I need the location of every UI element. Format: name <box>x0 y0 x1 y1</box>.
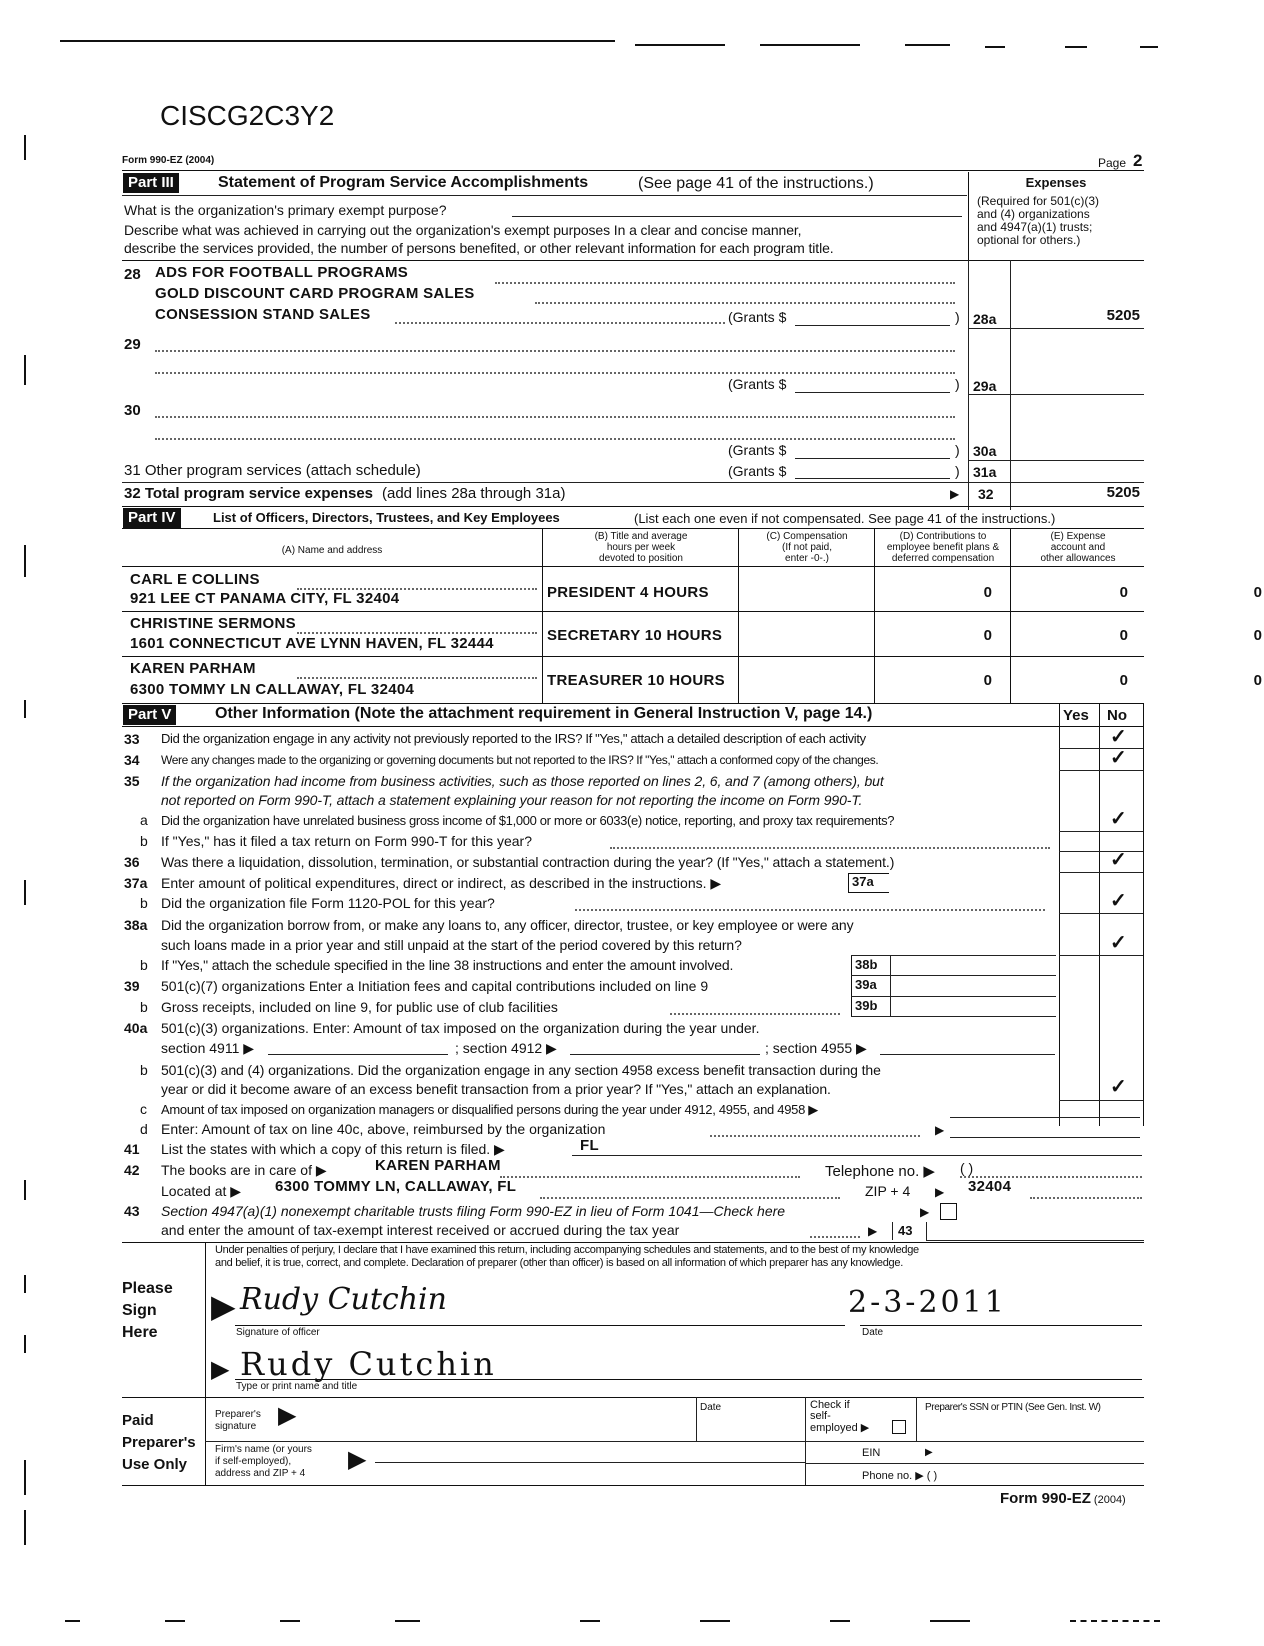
telephone-value[interactable]: ( ) <box>960 1160 974 1176</box>
line-code: 38b <box>855 957 878 972</box>
grants-input-line[interactable] <box>795 478 950 479</box>
col-c-header: (C) Compensation <box>766 531 848 542</box>
officer-expense[interactable]: 0 <box>1253 584 1262 601</box>
firm-name-input[interactable] <box>375 1462 805 1463</box>
self-employed-checkbox[interactable] <box>892 1420 906 1434</box>
officer-address: 1601 CONNECTICUT AVE LYNN HAVEN, FL 32444 <box>130 635 494 652</box>
sub-letter: b <box>140 1062 148 1078</box>
dotted-leader <box>540 1197 840 1199</box>
name-title-line <box>235 1379 1142 1380</box>
no-column-right <box>1143 703 1144 1126</box>
dotted-leader[interactable] <box>155 350 955 352</box>
code-column-right <box>1010 260 1011 510</box>
dotted-leader <box>297 677 537 679</box>
officer-expense[interactable]: 0 <box>1253 672 1262 689</box>
expenses-divider <box>968 172 969 262</box>
sign-section-divider <box>205 1242 206 1412</box>
firm-name-label: address and ZIP + 4 <box>215 1468 306 1479</box>
dotted-leader[interactable] <box>155 372 955 374</box>
dotted-leader <box>810 1236 860 1238</box>
rule <box>968 460 1144 461</box>
purpose-answer-line[interactable] <box>512 216 962 217</box>
scan-edge-line <box>24 135 26 160</box>
question-33: Did the organization engage in any activity not previously reported to the IRS? If "Yes," attach a detailed description of each activity <box>161 731 866 746</box>
dotted-leader <box>610 847 1050 849</box>
col-b-header: hours per week <box>606 542 676 553</box>
rule <box>205 1441 1144 1442</box>
rule <box>122 482 1144 483</box>
col-b-header: devoted to position <box>599 553 683 564</box>
officer-signature[interactable]: Rudy Cutchin <box>240 1282 447 1317</box>
printed-name[interactable]: Rudy Cutchin <box>240 1345 497 1383</box>
question-40b: year or did it become aware of an excess benefit transaction from a prior year? If "Yes," attach an explanation. <box>161 1081 831 1097</box>
penalty-statement: Under penalties of perjury, I declare that I have examined this return, including accompanying schedules and statements, and to the best of my knowledge <box>215 1244 919 1256</box>
col-e-header: other allowances <box>1040 553 1116 564</box>
rule <box>122 506 1144 507</box>
line-number: 28 <box>124 266 141 283</box>
arrow-icon: ▶ <box>211 1356 230 1383</box>
question-35: If the organization had income from business activities, such as those reported on lines 2, 6, and 7 (among others), but <box>161 773 884 789</box>
sub-letter: b <box>140 999 148 1015</box>
col-d-header: deferred compensation <box>891 553 995 564</box>
line-number: 33 <box>124 731 140 747</box>
firm-name-label: if self-employed), <box>215 1456 292 1467</box>
line-number: 38a <box>124 917 148 933</box>
officer-name: CARL E COLLINS <box>130 571 260 588</box>
code-column-left <box>968 260 969 510</box>
question-40a: 501(c)(3) organizations. Enter: Amount of tax imposed on the organization during the year under. <box>161 1020 760 1036</box>
question-40d: Enter: Amount of tax on line 40c, above, reimbursed by the organization <box>161 1121 606 1137</box>
answer-35a-no[interactable]: ✓ <box>1110 808 1127 830</box>
amount-40d-input[interactable] <box>950 1137 1140 1138</box>
officer-title: SECRETARY 10 HOURS <box>547 627 723 644</box>
col-e-header: account and <box>1050 542 1106 553</box>
grants-label: (Grants $ <box>728 309 787 325</box>
grants-label: (Grants $ <box>728 463 787 479</box>
scan-edge-line <box>1070 1620 1160 1622</box>
arrow-icon: ▶ <box>278 1402 297 1429</box>
line-number: 37a <box>124 875 148 891</box>
scan-edge-line <box>24 1180 26 1200</box>
sub-letter: b <box>140 833 148 849</box>
ein-label: EIN <box>862 1447 881 1459</box>
footer-form-year: (2004) <box>1093 1494 1126 1506</box>
officer-address: 6300 TOMMY LN CALLAWAY, FL 32404 <box>130 681 415 698</box>
rule <box>1059 770 1143 771</box>
line-code: 31a <box>973 464 997 480</box>
code-box <box>892 1222 893 1240</box>
self-employed-label: Check if <box>810 1399 850 1411</box>
officer-benefits[interactable]: 0 <box>1119 627 1128 644</box>
arrow-icon: ▶ <box>935 1185 945 1199</box>
footer-form <box>1000 1490 1126 1507</box>
scan-edge-line <box>165 1620 185 1622</box>
grants-label: (Grants $ <box>728 442 787 458</box>
line-number: 35 <box>124 773 140 789</box>
part4-label: Part IV <box>123 508 181 528</box>
line-32-label: 32 Total program service expenses <box>124 485 374 502</box>
arrow-icon: ▶ <box>950 487 960 501</box>
rule <box>572 1155 1142 1156</box>
states-filed[interactable]: FL <box>580 1137 599 1154</box>
rule <box>968 394 1144 395</box>
line-number: 36 <box>124 854 140 870</box>
no-header: No <box>1107 707 1127 724</box>
officer-benefits[interactable]: 0 <box>1119 584 1128 601</box>
date-label: Date <box>862 1327 884 1338</box>
paren: ) <box>955 309 960 325</box>
scan-edge-line <box>24 880 26 905</box>
question-40c: Amount of tax imposed on organization managers or disqualified persons during the year under 4912, 4955, and 4958 ▶ <box>161 1102 819 1117</box>
officer-compensation[interactable]: 0 <box>983 584 992 601</box>
rule <box>851 996 1056 997</box>
arrow-icon: ▶ <box>868 1224 878 1238</box>
sub-letter: c <box>140 1101 147 1117</box>
rule <box>122 1485 1144 1486</box>
answer-38a-no[interactable]: ✓ <box>1110 932 1127 954</box>
section-4912-label: ; section 4912 ▶ <box>455 1040 557 1056</box>
code-box <box>926 1222 927 1240</box>
col-d-header: (D) Contributions to <box>899 531 987 542</box>
amount-43-input[interactable] <box>926 1240 1144 1241</box>
question-39a: 501(c)(7) organizations Enter a Initiation fees and capital contributions included on line 9 <box>161 978 709 994</box>
scan-edge-line <box>700 1620 730 1622</box>
line-number: 40a <box>124 1020 148 1036</box>
please-sign-here: Please <box>122 1280 173 1297</box>
date-line <box>860 1325 1142 1326</box>
signature-label: Signature of officer <box>236 1327 320 1338</box>
scan-edge-line <box>65 1620 80 1622</box>
rule <box>122 528 1144 529</box>
scan-edge-line <box>985 46 1005 48</box>
preparer-signature-label: signature <box>215 1421 257 1432</box>
grants-input-line[interactable] <box>795 392 950 393</box>
line-code: 39b <box>855 998 878 1013</box>
scan-edge-line <box>905 44 950 46</box>
rule <box>1059 851 1143 852</box>
describe-line: Describe what was achieved in carrying out the organization's exempt purposes In a clear and concise manner, <box>124 222 802 238</box>
officer-title: TREASURER 10 HOURS <box>547 672 725 689</box>
line-number: 42 <box>124 1162 140 1178</box>
self-employed-label: employed ▶ <box>810 1422 870 1434</box>
officer-compensation[interactable]: 0 <box>983 672 992 689</box>
section-4911-label: section 4911 ▶ <box>161 1040 255 1056</box>
books-in-care-label: The books are in care of ▶ <box>161 1162 327 1178</box>
yes-header: Yes <box>1063 707 1089 724</box>
purpose-question: What is the organization's primary exempt purpose? <box>124 202 447 218</box>
signature-line <box>235 1325 845 1326</box>
dotted-leader <box>670 1013 840 1015</box>
dotted-leader <box>495 282 955 284</box>
preparer-phone-label: Phone no. ▶ ( ) <box>862 1470 938 1482</box>
program-28-line3: CONSESSION STAND SALES <box>155 306 371 323</box>
paren: ) <box>955 463 960 479</box>
rule <box>1059 913 1143 914</box>
line-code: 28a <box>973 311 997 327</box>
dotted-leader <box>297 632 537 634</box>
telephone-label: Telephone no. ▶ <box>825 1163 935 1180</box>
line-number: 39 <box>124 978 140 994</box>
officer-address: 921 LEE CT PANAMA CITY, FL 32404 <box>130 590 400 607</box>
footer-form-label: Form 990-EZ <box>1000 1490 1091 1507</box>
page-number: 2 <box>1133 151 1143 170</box>
scan-edge-line <box>395 1620 420 1622</box>
scan-edge-line <box>60 40 615 42</box>
section-4912-input[interactable] <box>570 1054 760 1055</box>
arrow-icon: ▶ <box>925 1447 933 1458</box>
penalty-statement: and belief, it is true, correct, and complete. Declaration of preparer (other than officer) is based on all information of which preparer has any knowledge. <box>215 1257 903 1269</box>
part5-title: Other Information (Note the attachment requirement in General Instruction V, page 14.) <box>215 705 873 722</box>
paid-preparer-label: Preparer's <box>122 1434 196 1451</box>
dotted-leader[interactable] <box>155 416 955 418</box>
no-column-divider <box>1099 703 1100 1126</box>
scan-edge-line <box>580 1620 600 1622</box>
signature-date[interactable]: 2-3-2011 <box>848 1285 1007 1320</box>
scan-edge-line <box>24 700 26 718</box>
preparer-date-label: Date <box>700 1402 722 1413</box>
dotted-leader[interactable] <box>155 438 955 440</box>
expenses-heading: Expenses <box>1025 175 1087 190</box>
scan-edge-line <box>1065 46 1087 48</box>
paid-preparer-label: Use Only <box>122 1456 188 1473</box>
question-38a: Did the organization borrow from, or make any loans to, any officer, director, trustee, or key employee or were any <box>161 917 854 933</box>
answer-33-no[interactable]: ✓ <box>1110 726 1127 748</box>
dotted-leader <box>500 1176 800 1178</box>
col-c-header: (If not paid, <box>781 542 833 553</box>
question-34: Were any changes made to the organizing or governing documents but not reported to the IRS? If "Yes," attach a conformed copy of the changes. <box>161 753 879 767</box>
scan-edge-line <box>24 1510 26 1545</box>
answer-40b-no[interactable]: ✓ <box>1110 1076 1127 1098</box>
expenses-note: and (4) organizations <box>977 207 1090 221</box>
line-code: 32 <box>978 486 994 502</box>
part4-title-note: (List each one even if not compensated. See page 41 of the instructions.) <box>634 511 1056 526</box>
scan-edge-line <box>760 44 860 46</box>
header-rule <box>122 170 1144 171</box>
rule <box>122 195 967 196</box>
section-4911-input[interactable] <box>268 1054 448 1055</box>
col-b-header: (B) Title and average <box>594 531 688 542</box>
line-32-text: (add lines 28a through 31a) <box>382 485 566 502</box>
answer-37b-no[interactable]: ✓ <box>1110 890 1127 912</box>
line-code: 43 <box>898 1223 913 1238</box>
program-28-line2: GOLD DISCOUNT CARD PROGRAM SALES <box>155 285 475 302</box>
question-38b: If "Yes," attach the schedule specified in the line 38 instructions and enter the amount involved. <box>161 957 734 973</box>
col-a-header: (A) Name and address <box>281 545 383 556</box>
describe-line: describe the services provided, the number of persons benefited, or other relevant information for each program title. <box>124 240 834 256</box>
arrow-icon: ▶ <box>935 1123 945 1137</box>
officer-expense[interactable]: 0 <box>1253 627 1262 644</box>
paren: ) <box>955 442 960 458</box>
program-28-line1: ADS FOR FOOTBALL PROGRAMS <box>155 264 409 281</box>
officer-row <box>122 611 1262 655</box>
officer-row <box>122 656 1262 702</box>
rule <box>968 328 1144 329</box>
line-number: 34 <box>124 752 140 768</box>
col-divider <box>916 1397 917 1441</box>
rule <box>1059 872 1143 873</box>
line-code: 29a <box>973 378 997 394</box>
part3-title-note: (See page 41 of the instructions.) <box>638 175 874 192</box>
grants-input-line[interactable] <box>795 325 950 326</box>
line-number: 29 <box>124 336 141 353</box>
sub-letter: d <box>140 1121 148 1137</box>
section-4955-input[interactable] <box>880 1054 1055 1055</box>
section-4955-label: ; section 4955 ▶ <box>765 1040 867 1056</box>
code-box <box>890 955 891 1017</box>
sub-letter: b <box>140 957 148 973</box>
line-number: 30 <box>124 402 141 419</box>
rule <box>1059 1100 1143 1101</box>
rule <box>122 1397 1144 1398</box>
dotted-leader <box>1030 1197 1142 1199</box>
line-number: 41 <box>124 1141 140 1157</box>
question-35b: If "Yes," has it filed a tax return on Form 990-T for this year? <box>161 833 532 849</box>
part3-title: Statement of Program Service Accomplishments <box>218 174 589 191</box>
part4-title: List of Officers, Directors, Trustees, and Key Employees <box>213 510 560 525</box>
zip-value[interactable]: 32404 <box>968 1178 1012 1195</box>
line-code: 30a <box>973 443 997 459</box>
rule <box>1059 955 1143 956</box>
rule <box>122 260 1144 261</box>
officer-compensation[interactable]: 0 <box>983 627 992 644</box>
officer-row <box>122 566 1262 610</box>
answer-36-no[interactable]: ✓ <box>1110 849 1127 871</box>
rule <box>1059 748 1143 749</box>
amount-40c-input[interactable] <box>950 1117 1140 1118</box>
scan-edge-line <box>24 1335 26 1353</box>
part5-label: Part V <box>123 705 176 725</box>
located-at-label: Located at ▶ <box>161 1183 242 1199</box>
page-label: Page <box>1098 156 1127 170</box>
question-39b: Gross receipts, included on line 9, for public use of club facilities <box>161 999 558 1015</box>
question-40b: 501(c)(3) and (4) organizations. Did the organization engage in any section 4958 excess benefit transaction during the <box>161 1062 881 1078</box>
part3-label: Part III <box>123 173 179 193</box>
firm-name-label: Firm's name (or yours <box>215 1444 312 1455</box>
scan-edge-line <box>24 355 26 385</box>
question-35a: Did the organization have unrelated business gross income of $1,000 or more or 6033(e) notice, reporting, and proxy tax requirements? <box>161 813 895 828</box>
sub-letter: b <box>140 895 148 911</box>
please-sign-here: Here <box>122 1324 158 1341</box>
scan-edge-line <box>830 1620 850 1622</box>
rule <box>122 726 1144 727</box>
arrow-icon: ▶ <box>211 1288 236 1324</box>
books-in-care-of[interactable]: KAREN PARHAM <box>375 1157 501 1174</box>
name-title-label: Type or print name and title <box>236 1381 358 1392</box>
scan-edge-line <box>280 1620 300 1622</box>
zip-label: ZIP + 4 <box>865 1183 911 1199</box>
line-31-text: 31 Other program services (attach schedule) <box>124 462 421 479</box>
officer-name: CHRISTINE SERMONS <box>130 615 296 632</box>
scan-edge-line <box>24 1460 26 1495</box>
expenses-note: and 4947(a)(1) trusts; <box>977 220 1093 234</box>
rule <box>805 1463 1144 1464</box>
dotted-leader <box>535 302 955 304</box>
please-sign-here: Sign <box>122 1302 157 1319</box>
rule <box>122 703 1144 704</box>
rule <box>1059 831 1143 832</box>
scan-edge-line <box>930 1620 970 1622</box>
scan-edge-line <box>1140 46 1158 48</box>
amount-28a[interactable]: 5205 <box>1106 307 1140 324</box>
question-43: Section 4947(a)(1) nonexempt charitable trusts filing Form 990-EZ in lieu of Form 1041—Check here <box>161 1203 786 1219</box>
sub-letter: a <box>140 812 148 828</box>
amount-32[interactable]: 5205 <box>1106 484 1140 501</box>
form-label: Form 990-EZ (2004) <box>122 155 215 166</box>
dotted-leader <box>710 1135 920 1137</box>
grants-input-line[interactable] <box>795 458 950 459</box>
document-code: CISCG2C3Y2 <box>160 100 335 131</box>
scan-edge-line <box>24 1275 26 1293</box>
self-employed-label: self- <box>810 1410 831 1422</box>
preparer-signature-label: Preparer's <box>215 1409 261 1420</box>
col-divider <box>696 1397 697 1441</box>
question-37a: Enter amount of political expenditures, direct or indirect, as described in the instructions. ▶ <box>161 875 722 891</box>
line-number: 43 <box>124 1203 140 1219</box>
question-35: not reported on Form 990-T, attach a statement explaining your reason for not reporting the income on Form 990-T. <box>161 792 863 808</box>
rule <box>851 1016 1056 1017</box>
paren: ) <box>955 376 960 392</box>
expenses-note: optional for others.) <box>977 233 1081 247</box>
preparer-ssn-label: Preparer's SSN or PTIN (See Gen. Inst. W) <box>925 1402 1101 1413</box>
officer-name: KAREN PARHAM <box>130 660 256 677</box>
rule <box>851 955 1056 956</box>
located-at-value[interactable]: 6300 TOMMY LN, CALLAWAY, FL <box>275 1178 517 1195</box>
code-box <box>851 955 852 1017</box>
line-code: 37a <box>852 874 874 889</box>
question-41: List the states with which a copy of this return is filed. ▶ <box>161 1141 505 1157</box>
scan-edge-line <box>635 44 725 46</box>
dotted-leader <box>575 909 1045 911</box>
question-43: and enter the amount of tax-exempt interest received or accrued during the tax year <box>161 1222 680 1238</box>
question-38a: such loans made in a prior year and still unpaid at the start of the period covered by this return? <box>161 937 742 953</box>
trust-checkbox[interactable] <box>940 1203 957 1220</box>
col-d-header: employee benefit plans & <box>886 542 1000 553</box>
arrow-icon: ▶ <box>348 1446 367 1473</box>
paid-preparer-label: Paid <box>122 1412 154 1429</box>
scan-edge-line <box>24 545 26 577</box>
arrow-icon: ▶ <box>920 1205 930 1219</box>
grants-label: (Grants $ <box>728 376 787 392</box>
col-e-header: (E) Expense <box>1050 531 1106 542</box>
answer-34-no[interactable]: ✓ <box>1110 747 1127 769</box>
officer-title: PRESIDENT 4 HOURS <box>547 584 709 601</box>
question-37b: Did the organization file Form 1120-POL for this year? <box>161 895 495 911</box>
yes-column-divider <box>1059 703 1060 1126</box>
officer-benefits[interactable]: 0 <box>1119 672 1128 689</box>
col-c-header: enter -0-.) <box>785 553 829 564</box>
expenses-note: (Required for 501(c)(3) <box>977 194 1100 208</box>
question-36: Was there a liquidation, dissolution, termination, or substantial contraction during the year? (If "Yes," attach a statement.) <box>161 854 895 870</box>
dotted-leader <box>395 322 725 324</box>
rule <box>122 1242 1144 1243</box>
rule <box>851 975 1056 976</box>
line-code: 39a <box>855 977 877 992</box>
